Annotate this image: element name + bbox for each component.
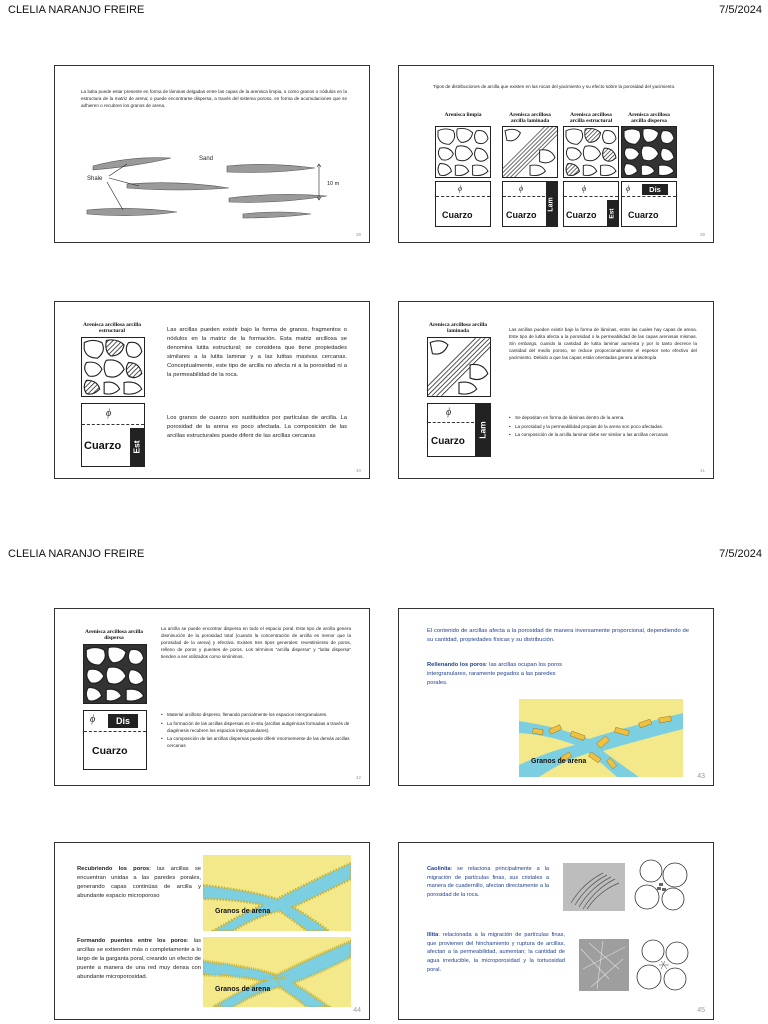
- clean-sand-grains-image: [435, 126, 491, 178]
- laminated-clay-column: [502, 112, 558, 227]
- phi-symbol: ϕ: [458, 184, 463, 193]
- bullet-item: • La composición de las arcillas dispersas puede diferir enormemente de las demás arcillas cercanas: [161, 735, 351, 749]
- slide-paragraph-2: Los granos de cuarzo son sustituidos por partículas de arcilla. La porosidad de la arena es poco afectada. La composición de las arcillas estructurales puede diferir de las arcillas cercanas: [167, 415, 347, 439]
- slide-number: 44: [353, 1007, 361, 1014]
- slide-paragraph-2: [427, 931, 565, 974]
- bullet-list: [161, 711, 351, 751]
- phi-symbol: ϕ: [90, 714, 96, 725]
- porosity-box: [563, 181, 619, 227]
- laminated-clay-image: [427, 337, 491, 397]
- slide-number: 43: [697, 773, 705, 780]
- diagram-title: Arenisca arcillosa arcilla dispersa: [84, 629, 144, 642]
- slide-paragraph-1: [427, 865, 549, 900]
- diagram-title: Arenisca arcillosa arcilla laminada: [428, 322, 488, 335]
- sublabel: Recubriendo los poros: [77, 866, 150, 872]
- sublabel-text: : las arcillas se encuentran unidas a las paredes porales, generando capas continúas de arcilla y abundante espacio microporoso: [77, 866, 202, 899]
- diagram-title: Arenisca arcillosa arcilla estructural: [82, 322, 142, 335]
- sublabel-text: : relacionada a la migración de partículas finas, que provienen del hinchamiento y ruptura de arcillas, afectan a la permeabilidad, aumentan; la cantidad de agua irreducible, la microporosidad y la tortuosidad poral.: [427, 932, 565, 973]
- sublabel: Illita: [427, 932, 439, 938]
- porosity-box: [621, 181, 677, 227]
- tag-text: Est: [131, 440, 142, 454]
- slide-40: [54, 301, 370, 479]
- porosity-box: [502, 181, 558, 227]
- porosity-divider: [84, 731, 146, 732]
- porosity-divider: [428, 422, 474, 423]
- slide-number: 41: [699, 468, 705, 473]
- slide-paragraph-1: El contenido de arcillas afecta a la porosidad de manera inversamente proporcional, dependiendo de su cantidad, propiedades físicas y su distribución.: [427, 628, 689, 643]
- clean-sand-column: [435, 112, 491, 227]
- grains-label: Granos de arena: [531, 758, 587, 765]
- illite-micrograph: [579, 939, 629, 991]
- quartz-label: Cuarzo: [92, 745, 128, 757]
- sand-label: Sand: [199, 156, 214, 162]
- phi-symbol: ϕ: [446, 407, 452, 418]
- porosity-box: [427, 403, 491, 457]
- shale-label: Shale: [87, 176, 103, 182]
- kaolinite-pore-diagram: [631, 857, 691, 913]
- phi-symbol: ϕ: [106, 408, 112, 419]
- phi-symbol: ϕ: [582, 184, 587, 193]
- slide-paragraph-1: La arcilla se puede encontrar dispersa en todo el espacio poral. Este tipo de arcilla genera disminución de la porosidad total (cuando la concentración de arcilla es menor que la porosidad de la arena) y efectiva. Existen tres tipos generales: revestimiento de poros, relleno de poros y puentes de poros. Los términos "arcilla dispersa" y "lutita dispersa" tienden a ser utilizados como sinónimos.: [161, 626, 351, 660]
- slide-number: 40: [355, 468, 361, 473]
- dispersed-tag: Dis: [108, 714, 138, 728]
- quartz-label: Cuarzo: [442, 210, 473, 220]
- bullet-item: • La formación de las arcillas dispersas es in-situ (arcillas autigénicas formadas a través de diagénesis recubren los espacios intergranulares).: [161, 720, 351, 734]
- slide-paragraph-1: Las arcillas pueden existir bajo la forma de láminas, entre las cuales hay capas de arena. Este tipo de lutita afecta a la porosidad o la permeabilidad de las capas arenosas mismas. Sin embargo, cuando la cantidad de lutita laminar aumenta y por lo tanto decrece la cantidad del medio poroso, se reduce proporcionalmente el espesor neto efectivo del yacimiento. Debido a que las capas están orientadas genera anisotropía: [509, 327, 697, 361]
- slide-45: [398, 842, 714, 1020]
- porosity-box: [83, 710, 147, 770]
- porosity-divider: [436, 196, 490, 197]
- bullet-item: • La composición de la arcilla laminar debe ser similar a las arcillas cercanas: [509, 431, 697, 438]
- quartz-label: Cuarzo: [506, 210, 537, 220]
- sublabel: Rellenando los poros: [427, 662, 486, 668]
- slide-number: 42: [355, 775, 361, 780]
- grains-label: Granos de arena: [215, 908, 271, 915]
- column-title: Arenisca arcillosa arcilla estructural: [569, 112, 613, 125]
- phi-symbol: ϕ: [519, 184, 524, 193]
- slide-paragraph-1: Las arcillas pueden existir bajo la forma de granos, fragmentos o nódulos en la matriz de la formación. Esta matriz arcillosa se denomina lutita estructural; se considera que tiene propiedades similares a la lutita laminar y a las lutitas masivas cercanas. Conceptualmente, este tipo de arcilla no afecta ni a la porosidad ni a la permeabilidad de la roca.: [167, 327, 347, 378]
- bullet-item: • La porosidad y la permeabilidad propias de la arena son poco afectadas.: [509, 423, 697, 430]
- bullet-list: [509, 414, 697, 440]
- structural-tag: [607, 200, 618, 226]
- laminated-clay-image: [502, 126, 558, 178]
- slide-39: [398, 65, 714, 243]
- slide-number: 45: [697, 1007, 705, 1014]
- quartz-label: Cuarzo: [628, 210, 659, 220]
- shale-lenses-diagram: [79, 152, 363, 224]
- scale-label: 10 m: [327, 181, 340, 187]
- porosity-box: [81, 403, 145, 467]
- page-header: [0, 544, 768, 564]
- slide-text: Tipos de distribuciones de arcilla que existen en las rocas del yacimiento y su efecto sobre la porosidad del yacimiento.: [433, 84, 676, 89]
- porosity-box: [435, 181, 491, 227]
- author-name: CLELIA NARANJO FREIRE: [8, 548, 145, 560]
- kaolinite-micrograph: [563, 863, 625, 911]
- tag-text: Est: [609, 207, 616, 219]
- structural-clay-image: [81, 337, 145, 397]
- slide-number: 39: [699, 232, 705, 237]
- bullet-item: • Material arcilloso disperso, llenando parcialmente los espacios intergranulares.: [161, 711, 351, 718]
- column-title: Arenisca limpia: [444, 112, 482, 118]
- slide-paragraph-1: [77, 865, 201, 901]
- pore-bridging-clay-image: [203, 937, 351, 1007]
- illite-pore-diagram: [635, 937, 691, 993]
- pore-lining-clay-image: [203, 855, 351, 931]
- laminated-tag: [475, 404, 490, 456]
- slide-paragraph-2: [77, 937, 201, 982]
- slide-text: La lutita puede estar presente en forma de láminas delgadas entre las capas de la arenisca limpia, o como granos o nódulos en la estructura de la matriz de arena; o puede encontrarse dispersa, a través del sistema poroso, en forma de acumulaciones que se adhieren o recubren los granos de arena.: [81, 89, 347, 109]
- phi-symbol: ϕ: [626, 184, 631, 193]
- dispersed-clay-image: [83, 644, 147, 704]
- porosity-divider: [564, 196, 618, 197]
- structural-clay-image: [563, 126, 619, 178]
- column-title: Arenisca arcillosa arcilla dispersa: [628, 112, 670, 125]
- slide-41: [398, 301, 714, 479]
- quartz-label: Cuarzo: [84, 440, 122, 452]
- author-name: CLELIA NARANJO FREIRE: [8, 4, 145, 16]
- slide-number: 38: [355, 232, 361, 237]
- dispersed-clay-image: [621, 126, 677, 178]
- tag-text: Lam: [477, 421, 488, 439]
- slide-44: [54, 842, 370, 1020]
- column-title: Arenisca arcillosa arcilla laminada: [509, 112, 551, 125]
- quartz-label: Cuarzo: [566, 210, 597, 220]
- structural-clay-column: [563, 112, 619, 227]
- laminated-tag: [546, 182, 557, 226]
- sublabel-text: : las arcillas ocupan los poros intergranulares, raramente pegados a las paredes porales.: [427, 662, 562, 686]
- tag-text: Lam: [548, 196, 555, 212]
- quartz-label: Cuarzo: [431, 436, 465, 447]
- slide-42: [54, 608, 370, 786]
- header-date: 7/5/2024: [719, 548, 762, 560]
- sublabel-text: : las arcillas se extienden más o completamente a lo largo de la garganta poral, creando un efecto de puente a manera de una red muy densa con abundante microporosidad.: [77, 938, 201, 980]
- sublabel: Formando puentes entre los poros: [77, 938, 187, 944]
- header-date: 7/5/2024: [719, 4, 762, 16]
- slide-paragraph-2: [427, 661, 577, 688]
- porosity-divider: [82, 424, 144, 425]
- grains-label: Granos de arena: [215, 986, 271, 993]
- pore-filling-clay-image: [519, 699, 683, 777]
- dispersed-tag: Dis: [642, 184, 668, 195]
- sublabel-text: : se relaciona principalmente a la migración de partículas finas, sus cristales a manera de cuadernillo, afectan directamente a la porosidad de la roca.: [427, 866, 549, 898]
- sublabel: Caolinita: [427, 866, 451, 872]
- page-header: [0, 0, 768, 20]
- bullet-item: • Se depositan en forma de láminas dentro de la arena.: [509, 414, 697, 421]
- structural-tag: [130, 428, 144, 466]
- dispersed-clay-column: [621, 112, 677, 227]
- porosity-divider: [622, 196, 676, 197]
- porosity-divider: [503, 196, 545, 197]
- slide-38: [54, 65, 370, 243]
- slide-43: [398, 608, 714, 786]
